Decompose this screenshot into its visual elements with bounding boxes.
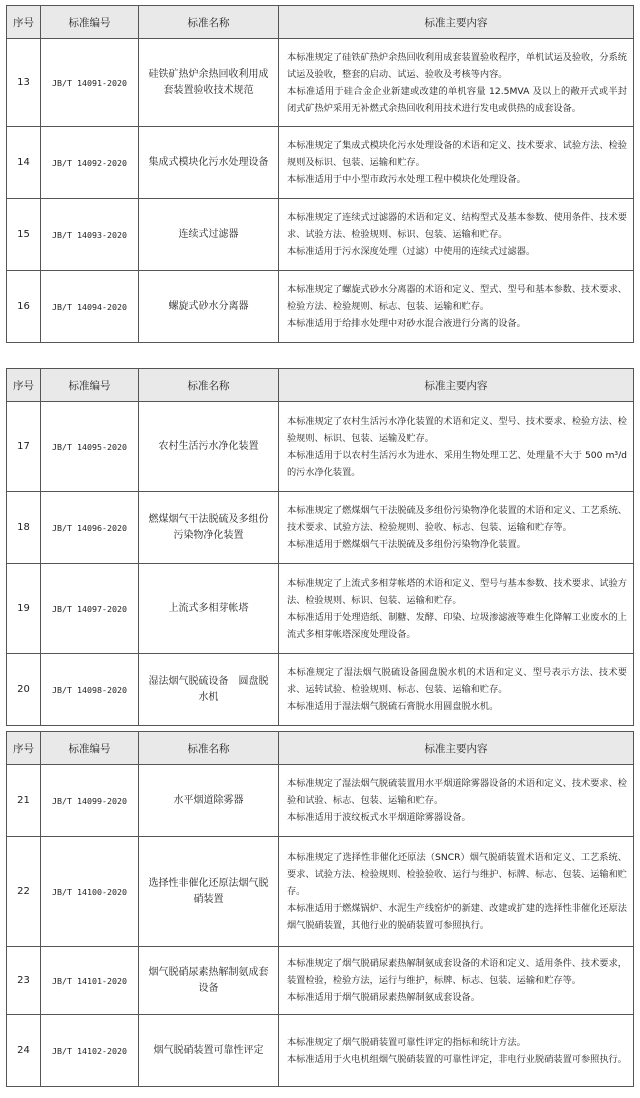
content-paragraph: 本标准适用于硅合金企业新建或改建的单机容量 12.5MVA 及以上的敞开式或半封闭式矿热炉采用无补燃式余热回收利用技术进行发电或供热的成套设备。 [287, 85, 627, 114]
header-no: 序号 [7, 732, 41, 765]
content-paragraph: 本标准规定了螺旋式砂水分离器的术语和定义、型式、型号和基本参数、技术要求、检验方法、检验规则、标志、包装、运输和贮存。 [287, 284, 627, 312]
standard-code: JB/T 14102-2020 [41, 1015, 139, 1087]
standard-name: 湿法烟气脱硫设备 圆盘脱水机 [139, 654, 279, 726]
content-paragraph: 本标准适用于处理造纸、制糖、发酵、印染、垃圾渗滤液等难生化降解工业废水的上流式多相芽帐塔深度处理设备。 [287, 611, 627, 640]
standard-code: JB/T 14091-2020 [41, 39, 139, 127]
standards-table-2 [6, 368, 634, 726]
table-row [7, 199, 634, 271]
row-number: 13 [7, 39, 41, 127]
content-paragraph: 本标准适用于燃煤锅炉、水泥生产线窑炉的新建、改建或扩建的选择性非催化还原法烟气脱硝装置，其他行业的脱硝装置可参照执行。 [287, 903, 627, 931]
table-header-row [7, 369, 634, 402]
standard-content [279, 39, 634, 127]
row-number: 20 [7, 654, 41, 726]
standard-code: JB/T 14092-2020 [41, 127, 139, 199]
header-no: 序号 [7, 6, 41, 39]
header-name: 标准名称 [139, 732, 279, 765]
row-number: 22 [7, 837, 41, 947]
row-number: 14 [7, 127, 41, 199]
standard-name: 水平烟道除雾器 [139, 765, 279, 837]
content-paragraph: 本标准适用于烟气脱硝尿素热解制氨成套设备。 [287, 992, 480, 1003]
standard-code: JB/T 14096-2020 [41, 492, 139, 564]
header-name: 标准名称 [139, 369, 279, 402]
content-paragraph: 本标准规定了湿法烟气脱硫设备圆盘脱水机的术语和定义、型号表示方法、技术要求、运转试验、检验规则、标志、包装、运输和贮存。 [287, 667, 627, 695]
standard-name: 农村生活污水净化装置 [139, 402, 279, 492]
content-paragraph: 本标准规定了硅铁矿热炉余热回收利用成套装置验收程序，单机试运及验收，分系统试运及验收，整套的启动、试运、验收及考核等内容。 [287, 51, 627, 80]
table-row [7, 127, 634, 199]
standard-content [279, 127, 634, 199]
standard-name: 烟气脱硝尿素热解制氨成套设备 [139, 947, 279, 1015]
row-number: 15 [7, 199, 41, 271]
standards-table-1 [6, 5, 634, 343]
header-code: 标准编号 [41, 732, 139, 765]
standard-name: 螺旋式砂水分离器 [139, 271, 279, 343]
standard-content [279, 1015, 634, 1087]
standards-table-3 [6, 731, 634, 1087]
header-content: 标准主要内容 [279, 369, 634, 402]
standard-name: 选择性非催化还原法烟气脱硝装置 [139, 837, 279, 947]
table-row [7, 837, 634, 947]
row-number: 21 [7, 765, 41, 837]
header-code: 标准编号 [41, 369, 139, 402]
standard-content [279, 564, 634, 654]
content-paragraph: 本标准适用于湿法烟气脱硫石膏脱水用圆盘脱水机。 [287, 701, 499, 712]
content-paragraph: 本标准规定了上流式多相芽帐塔的术语和定义、型号与基本参数、技术要求、试验方法、检验规则、标识、包装、运输和贮存。 [287, 577, 627, 606]
standard-content [279, 271, 634, 343]
standard-code: JB/T 14101-2020 [41, 947, 139, 1015]
table-row [7, 492, 634, 564]
content-paragraph: 本标准规定了湿法烟气脱硫装置用水平烟道除雾器设备的术语和定义、技术要求、检验和试验、标志、包装、运输和贮存。 [287, 778, 627, 806]
table-header-row [7, 732, 634, 765]
content-paragraph: 本标准规定了连续式过滤器的术语和定义、结构型式及基本参数、使用条件、技术要求、试验方法、检验规则、标识、包装、运输和贮存。 [287, 212, 627, 240]
header-content: 标准主要内容 [279, 732, 634, 765]
content-paragraph: 本标准规定了选择性非催化还原法（SNCR）烟气脱硝装置术语和定义、工艺系统、要求、试验方法、检验规则、检验验收、运行与维护、标牌、标志、包装、运输和贮存。 [287, 852, 627, 897]
standard-code: JB/T 14099-2020 [41, 765, 139, 837]
standard-content [279, 492, 634, 564]
table-row [7, 564, 634, 654]
content-paragraph: 本标准适用于给排水处理中对砂水混合液进行分离的设备。 [287, 318, 526, 329]
content-paragraph: 本标准规定了农村生活污水净化装置的术语和定义、型号、技术要求、检验方法、检验规则、标识、包装、运输及贮存。 [287, 415, 627, 444]
row-number: 17 [7, 402, 41, 492]
standard-name: 硅铁矿热炉余热回收利用成套装置验收技术规范 [139, 39, 279, 127]
standard-name: 上流式多相芽帐塔 [139, 564, 279, 654]
standard-content [279, 402, 634, 492]
standard-content [279, 837, 634, 947]
standard-content [279, 654, 634, 726]
header-no: 序号 [7, 369, 41, 402]
standard-name: 连续式过滤器 [139, 199, 279, 271]
standard-name: 烟气脱硝装置可靠性评定 [139, 1015, 279, 1087]
header-code: 标准编号 [41, 6, 139, 39]
table-row [7, 271, 634, 343]
header-content: 标准主要内容 [279, 6, 634, 39]
content-paragraph: 本标准适用于燃煤烟气干法脱硫及多组份污染物净化装置。 [287, 539, 526, 550]
content-paragraph: 本标准适用于以农村生活污水为进水、采用生物处理工艺、处理量不大于 500 m³/d 的污水净化装置。 [287, 449, 627, 478]
table-row [7, 39, 634, 127]
table-row [7, 947, 634, 1015]
standard-code: JB/T 14093-2020 [41, 199, 139, 271]
content-paragraph: 本标准适用于火电机组烟气脱硝装置的可靠性评定，非电行业脱硝装置可参照执行。 [287, 1053, 627, 1065]
standard-content [279, 947, 634, 1015]
standard-name: 燃煤烟气干法脱硫及多组份污染物净化装置 [139, 492, 279, 564]
content-paragraph: 本标准适用于中小型市政污水处理工程中模块化处理设备。 [287, 174, 526, 185]
standard-content [279, 765, 634, 837]
content-paragraph: 本标准规定了烟气脱硝装置可靠性评定的指标和统计方法。 [287, 1036, 526, 1048]
content-paragraph: 本标准适用于污水深度处理（过滤）中使用的连续式过滤器。 [287, 246, 536, 257]
content-paragraph: 本标准规定了集成式模块化污水处理设备的术语和定义、技术要求、试验方法、检验规则及标识、包装、运输和贮存。 [287, 140, 627, 168]
content-paragraph: 本标准规定了燃煤烟气干法脱硫及多组份污染物净化装置的术语和定义、工艺系统、技术要求、试验方法、检验规则、验收、标志、包装、运输和贮存等。 [287, 505, 627, 533]
standard-code: JB/T 14095-2020 [41, 402, 139, 492]
standard-code: JB/T 14100-2020 [41, 837, 139, 947]
table-row [7, 765, 634, 837]
table-row [7, 1015, 634, 1087]
table-row [7, 402, 634, 492]
table-header-row [7, 6, 634, 39]
standard-code: JB/T 14097-2020 [41, 564, 139, 654]
row-number: 16 [7, 271, 41, 343]
row-number: 19 [7, 564, 41, 654]
row-number: 24 [7, 1015, 41, 1087]
row-number: 23 [7, 947, 41, 1015]
standard-name: 集成式模块化污水处理设备 [139, 127, 279, 199]
content-paragraph: 本标准规定了烟气脱硝尿素热解制氨成套设备的术语和定义、适用条件、技术要求，装置检验，检验方法，运行与维护，标牌、标志、包装、运输和贮存等。 [287, 958, 627, 986]
table-row [7, 654, 634, 726]
content-paragraph: 本标准适用于波纹板式水平烟道除雾器设备。 [287, 812, 471, 823]
standard-code: JB/T 14098-2020 [41, 654, 139, 726]
standard-code: JB/T 14094-2020 [41, 271, 139, 343]
header-name: 标准名称 [139, 6, 279, 39]
row-number: 18 [7, 492, 41, 564]
standard-content [279, 199, 634, 271]
